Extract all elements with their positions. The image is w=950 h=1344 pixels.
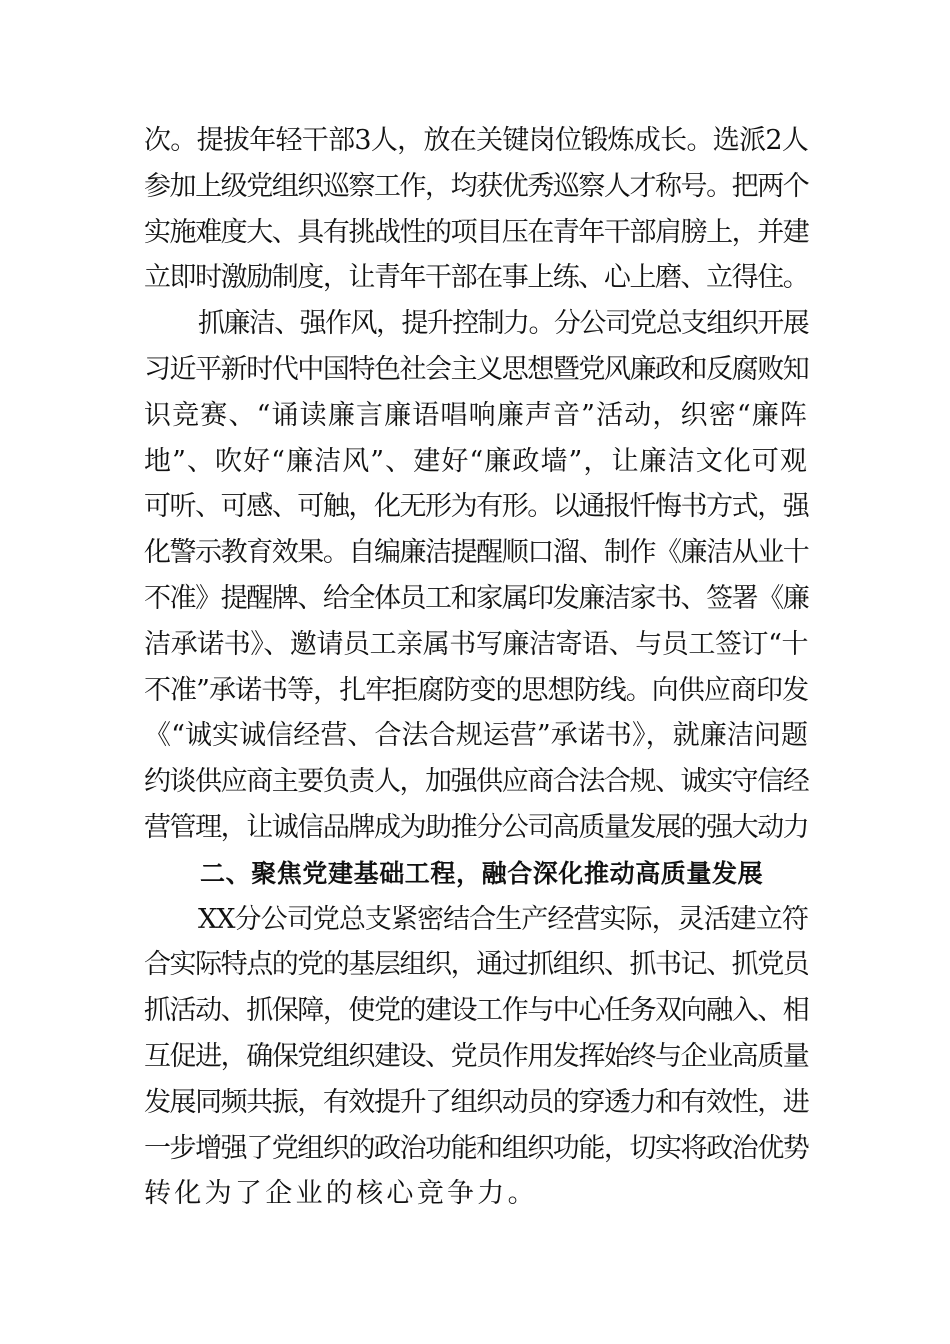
- section-heading: 二、聚焦党建基础工程，融合深化推动高质量发展: [200, 858, 764, 888]
- text-line: 识竞赛、“诵读廉言廉语唱响廉声音”活动，织密“廉阵: [144, 399, 808, 431]
- text-line: 习近平新时代中国特色社会主义思想暨党风廉政和反腐败知: [144, 353, 809, 385]
- text-line: 化警示教育效果。自编廉洁提醒顺口溜、制作《廉洁从业十: [144, 537, 809, 569]
- text-line: 营管理，让诚信品牌成为助推分公司高质量发展的强大动力: [144, 811, 809, 843]
- text-line: 地”、吹好“廉洁风”、建好“廉政墙”，让廉洁文化可观: [144, 445, 808, 477]
- text-line: 约谈供应商主要负责人，加强供应商合法合规、诚实守信经: [144, 766, 809, 798]
- text-line: 洁承诺书》、邀请员工亲属书写廉洁寄语、与员工签订“十: [144, 628, 808, 660]
- text-line: 不准》提醒牌、给全体员工和家属印发廉洁家书、签署《廉: [144, 582, 809, 614]
- text-line: 合实际特点的党的基层组织，通过抓组织、抓书记、抓党员: [144, 949, 809, 981]
- paragraph-cadre-training: [144, 118, 808, 301]
- text-line: 一步增强了党组织的政治功能和组织功能，切实将政治优势: [144, 1132, 809, 1164]
- text-line: 《“诚实诚信经营、合法合规运营”承诺书》，就廉洁问题: [144, 720, 808, 752]
- text-line: 实施难度大、具有挑战性的项目压在青年干部肩膀上，并建: [144, 216, 809, 248]
- document-page: [144, 118, 808, 1217]
- text-line: 抓廉洁、强作风，提升控制力。分公司党总支组织开展: [198, 308, 808, 340]
- text-line: 发展同频共振，有效提升了组织动员的穿透力和有效性，进: [144, 1086, 809, 1118]
- text-line: 互促进，确保党组织建设、党员作用发挥始终与企业高质量: [144, 1040, 809, 1072]
- text-line: 抓活动、抓保障，使党的建设工作与中心任务双向融入、相: [144, 995, 809, 1027]
- paragraph-party-building: [144, 897, 808, 1218]
- text-line: 转化为了企业的核心竞争力。: [144, 1178, 538, 1210]
- text-line: 立即时激励制度，让青年干部在事上练、心上磨、立得住。: [144, 262, 809, 294]
- paragraph-integrity-work: [144, 301, 808, 851]
- text-line: 不准”承诺书等，扎牢拒腐防变的思想防线。向供应商印发: [144, 674, 809, 706]
- text-line: XX分公司党总支紧密结合生产经营实际，灵活建立符: [198, 903, 808, 935]
- text-line: 可听、可感、可触，化无形为有形。以通报忏悔书方式，强: [144, 491, 809, 523]
- text-line: 参加上级党组织巡察工作，均获优秀巡察人才称号。把两个: [144, 170, 809, 202]
- text-line: 次。提拔年轻干部3人，放在关键岗位锻炼成长。选派2人: [144, 125, 809, 156]
